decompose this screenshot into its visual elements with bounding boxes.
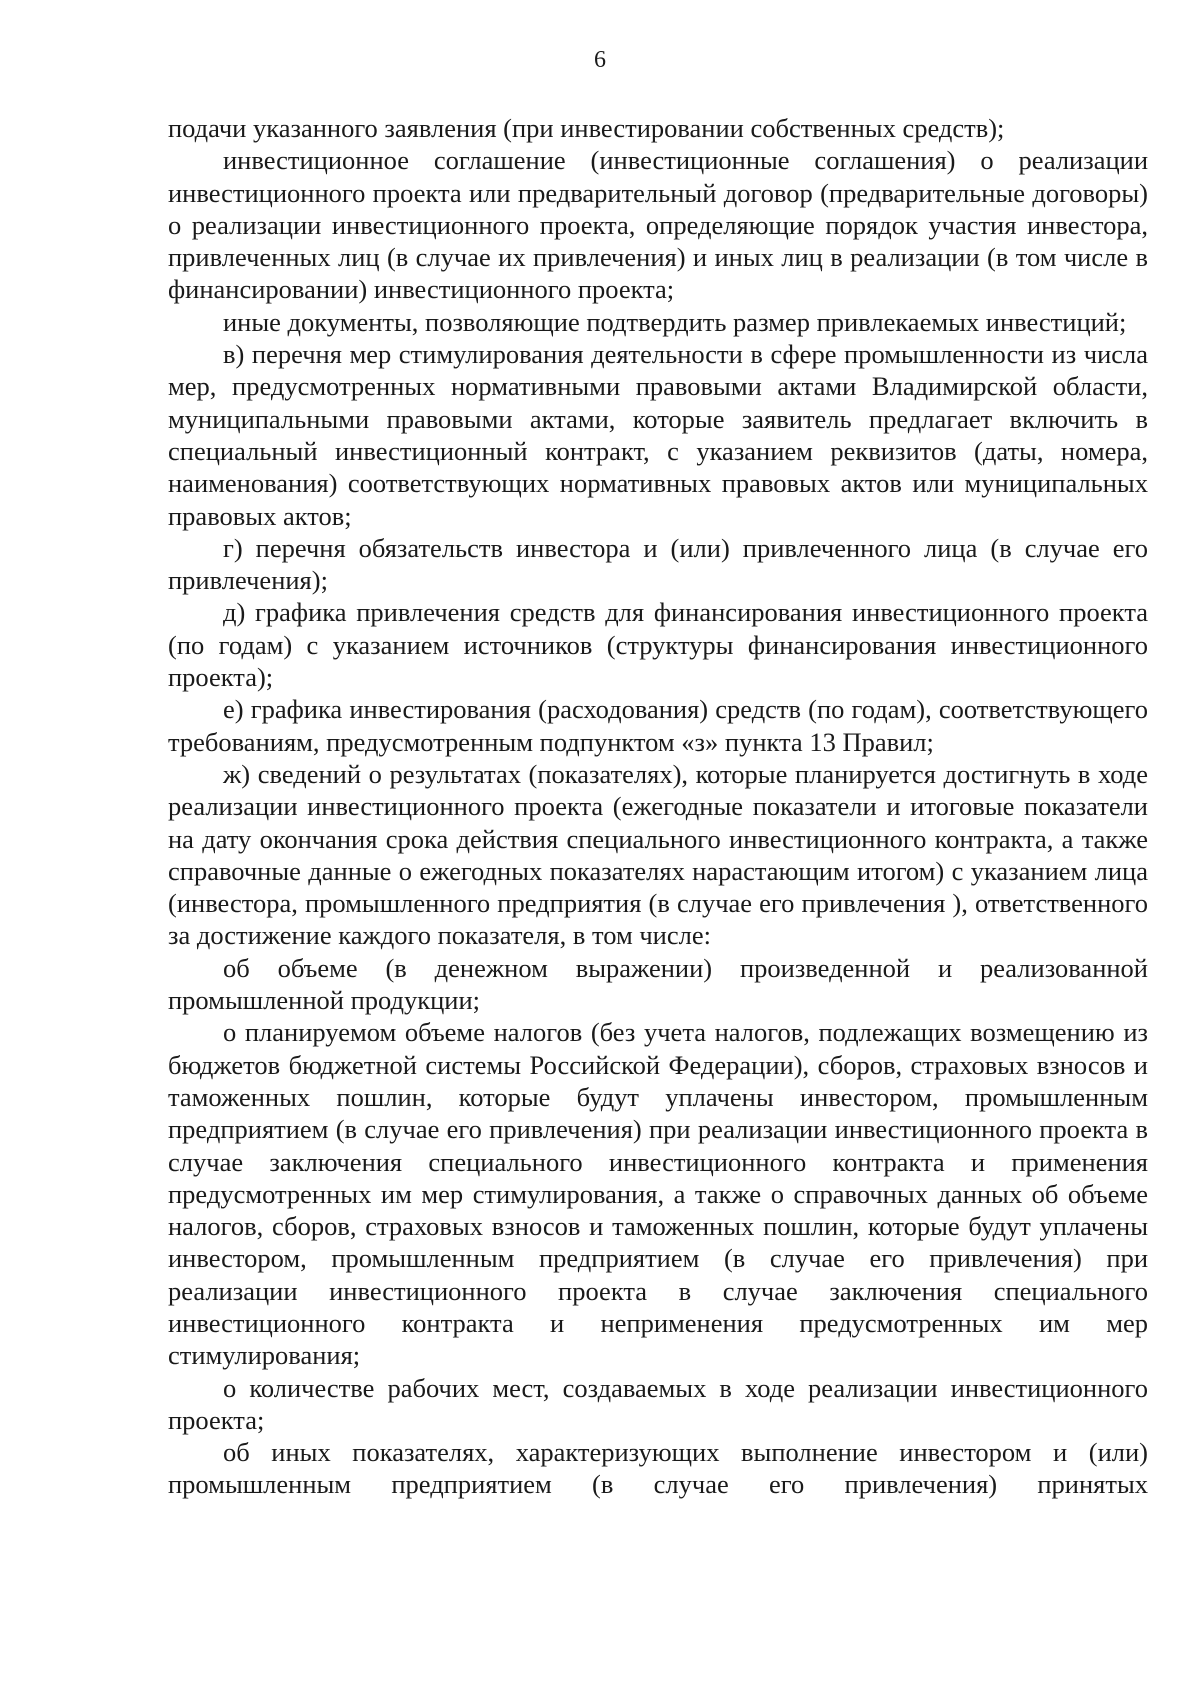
paragraph: о планируемом объеме налогов (без учета налогов, подлежащих возмещению из бюджетов бюджетной системы Российской Федерации), сборов, страховых взносов и таможенных пошлин, которые будут уплачены инвестором, промышленным предприятием (в случае его привлечения) при реализации инвестиционного проекта в случае заключения специального инвестиционного контракта и применения предусмотренных им мер стимулирования, а также о справочных данных об объеме налогов, сборов, страховых взносов и таможенных пошлин, которые будут уплачены инвестором, промышленным предприятием (в случае его привлечения) при реализации инвестиционного проекта в случае заключения специального инвестиционного контракта и неприменения предусмотренных им мер стимулирования; <box>168 1017 1148 1371</box>
paragraph: об иных показателях, характеризующих выполнение инвестором и (или) промышленным предприятием (в случае его привлечения) принятых <box>168 1437 1148 1500</box>
paragraph: г) перечня обязательств инвестора и (или) привлеченного лица (в случае его привлечения); <box>168 532 1148 596</box>
paragraph: подачи указанного заявления (при инвестировании собственных средств); <box>168 113 1005 143</box>
paragraph: е) графика инвестирования (расходования) средств (по годам), соответствующего требованиям, предусмотренным подпунктом «з» пункта 13 Правил; <box>168 694 1148 757</box>
page-number: 6 <box>594 47 606 73</box>
document-body <box>168 112 1148 1501</box>
paragraph: д) графика привлечения средств для финансирования инвестиционного проекта (по годам) с указанием источников (структуры финансирования инвестиционного проекта); <box>168 597 1148 693</box>
paragraph: ж) сведений о результатах (показателях), которые планируется достигнуть в ходе реализации инвестиционного проекта (ежегодные показатели и итоговые показатели на дату окончания срока действия специального инвестиционного контракта, а также справочные данные о ежегодных показателях нарастающим итогом) с указанием лица (инвестора, промышленного предприятия (в случае его привлечения ), ответственного за достижение каждого показателя, в том числе: <box>168 758 1148 951</box>
paragraph: о количестве рабочих мест, создаваемых в ходе реализации инвестиционного проекта; <box>168 1372 1148 1435</box>
paragraph: инвестиционное соглашение (инвестиционные соглашения) о реализации инвестиционного проекта или предварительный договор (предварительные договоры) о реализации инвестиционного проекта, определяющие порядок участия инвестора, привлеченных лиц (в случае их привлечения) и иных лиц в реализации (в том числе в финансировании) инвестиционного проекта; <box>168 145 1148 305</box>
paragraph: в) перечня мер стимулирования деятельности в сфере промышленности из числа мер, предусмотренных нормативными правовыми актами Владимирской области, муниципальными правовыми актами, которые заявитель предлагает включить в специальный инвестиционный контракт, с указанием реквизитов (даты, номера, наименования) соответствующих нормативных правовых актов или муниципальных правовых актов; <box>168 339 1148 531</box>
paragraph: иные документы, позволяющие подтвердить размер привлекаемых инвестиций; <box>223 306 1127 337</box>
paragraph: об объеме (в денежном выражении) произведенной и реализованной промышленной продукции; <box>168 952 1148 1016</box>
